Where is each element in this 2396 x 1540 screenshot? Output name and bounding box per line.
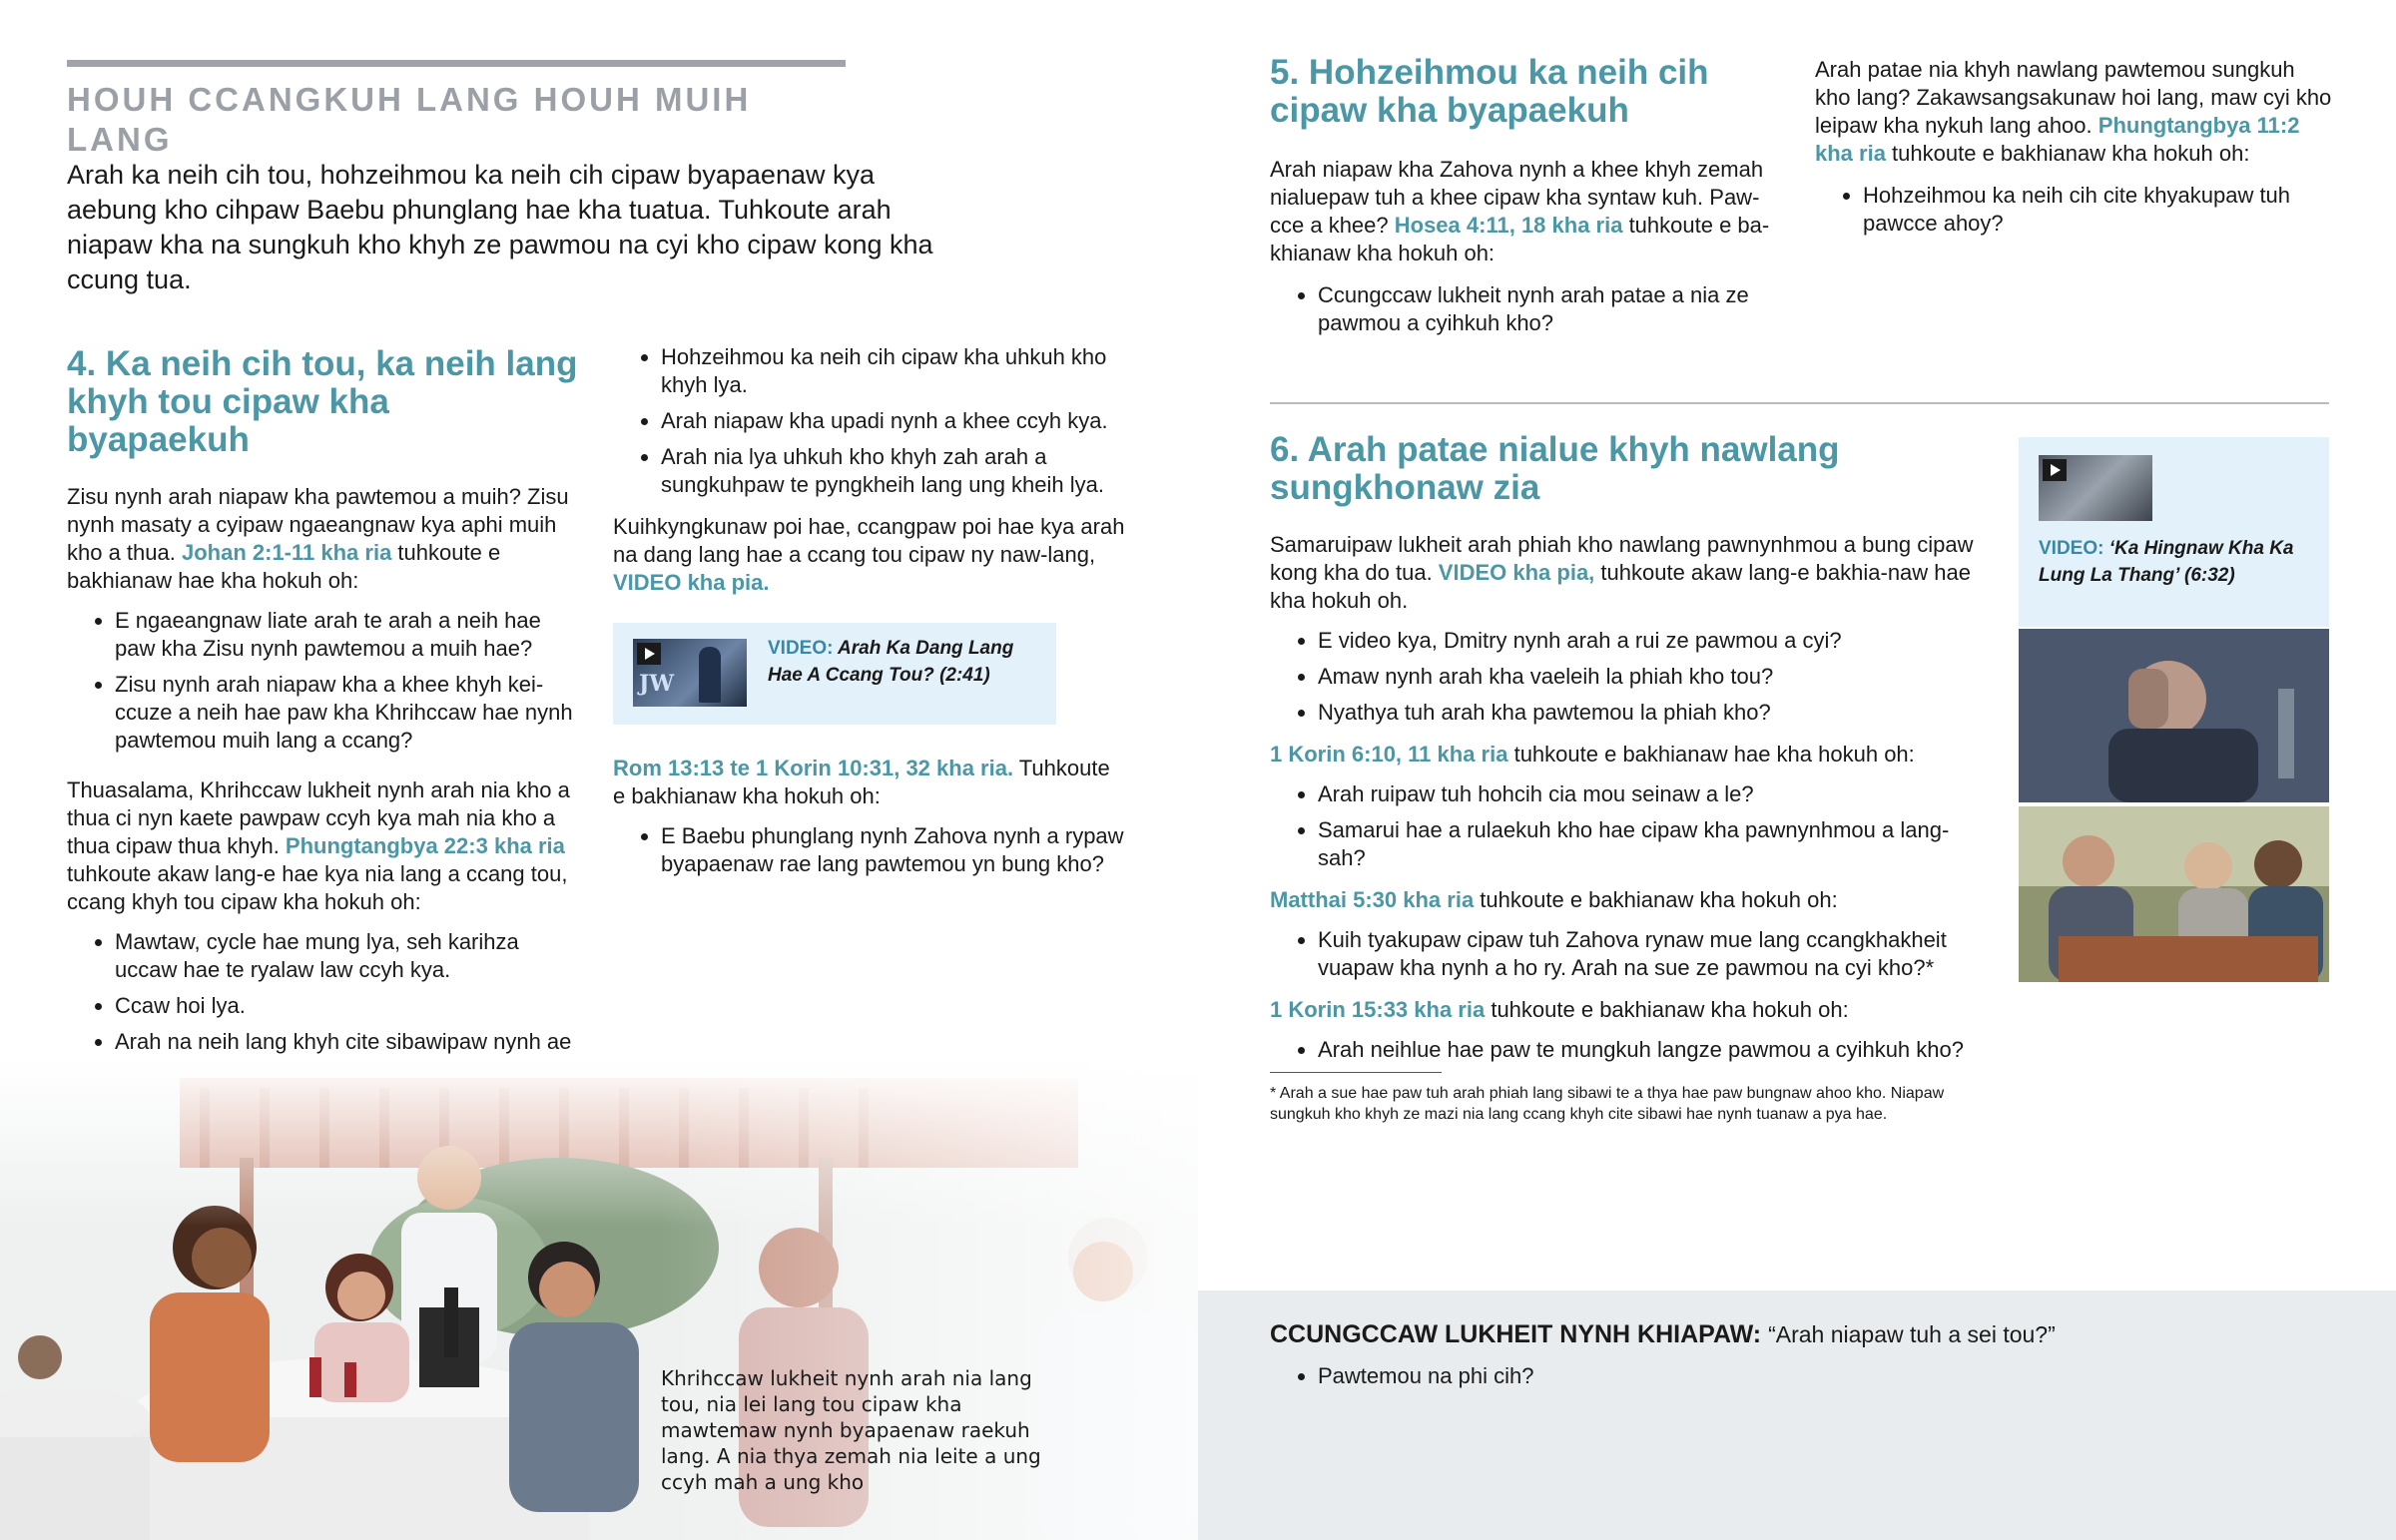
photo-family-svg <box>2019 806 2329 982</box>
sec6-paragraph-1: Samaruipaw lukheit arah phiah kho nawlang pawnynhmou a bung cipaw kong kha do tua. VIDEO kha pia, tuhkoute akaw lang-e bakhia-naw hae kha hokuh oh. <box>1270 532 1974 613</box>
summary-quote: “Arah niapaw tuh a sei tou?” <box>1768 1321 2056 1347</box>
scripture-link-matthai[interactable]: Matthai 5:30 kha ria <box>1270 887 1475 912</box>
scripture-link-johan[interactable]: Johan 2:1-11 kha ria <box>181 540 392 565</box>
video-title-text-sec6[interactable]: VIDEO: ‘Ka Hingnaw Kha Ka Lung La Thang’ (6:32) <box>2039 538 2294 586</box>
play-icon <box>2043 459 2067 481</box>
sec5-paragraph-2: Arah patae nia khyh nawlang pawtemou sungkuh kho lang? Zakawsangsakunaw hoi lang, maw cyi kho leipaw kha nykuh lang ahoo. Phungtangbya 11:2 kha ria tuhkoute e bakhianaw kha hokuh oh: <box>1815 57 2332 166</box>
illustration-caption: Khrihccaw lukheit nynh arah nia lang tou, nia lei lang tou cipaw kha mawtemaw nynh byapaenaw raekuh lang. A nia thya zemah nia leite a ung ccyh mah a ung kho <box>661 1366 1041 1494</box>
list-item: • Nyathya tuh arah kha pawtemou la phiah kho? <box>1318 699 1989 727</box>
list-item: • Mawtaw, cycle hae mung lya, seh karihza uccaw hae te ryalaw law ccyh kya. <box>115 928 581 984</box>
scripture-link-hosea[interactable]: Hosea 4:11, 18 kha ria <box>1394 213 1623 238</box>
summary-heading: CCUNGCCAW LUKHEIT NYNH KHIAPAW: <box>1270 1320 1762 1348</box>
photo-dmitry-svg <box>2019 629 2329 802</box>
sec5-list-2 <box>1815 182 2336 238</box>
list-item: • E Baebu phunglang nynh Zahova nynh a rypaw byapaenaw rae lang pawtemou yn bung kho? <box>661 822 1127 878</box>
sec6-list-3 <box>1270 926 1989 982</box>
section-5 <box>1270 54 1789 345</box>
list-item: • E ngaeangnaw liate arah te arah a neih hae paw kha Zisu nynh pawtemou a muih hae? <box>115 607 581 663</box>
video-card-sec6[interactable] <box>2019 437 2329 627</box>
list-item: • Arah neihlue hae paw te mungkuh langze pawmou a cyihkuh kho? <box>1318 1036 1989 1064</box>
jw-logo: JW <box>639 671 675 697</box>
sec6-list-2 <box>1270 780 1989 872</box>
video-card[interactable] <box>613 623 1056 725</box>
scripture-link-1-korin-15[interactable]: 1 Korin 15:33 kha ria <box>1270 997 1486 1022</box>
list-item: • Arah nia lya uhkuh kho khyh zah arah a sungkuhpaw te pyngkheih lang ung kheih lya. <box>661 443 1127 499</box>
scripture-link-phungtangbya-22[interactable]: Phungtangbya 22:3 kha ria <box>285 833 565 858</box>
column-left-1 <box>67 345 581 1092</box>
sec4-list-3 <box>613 343 1127 499</box>
list-item: • Ccaw hoi lya. <box>115 992 581 1020</box>
sec6-reference-1: 1 Korin 6:10, 11 kha ria tuhkoute e bakhianaw hae kha hokuh oh: <box>1270 742 1915 767</box>
scripture-link-1-korin-6[interactable]: 1 Korin 6:10, 11 kha ria <box>1270 742 1508 767</box>
intro-paragraph: Arah ka neih cih tou, hohzeihmou ka neih cih cipaw byapaenaw kya aebung kho cihpaw Baebu phunglang hae kha tuatua. Tuhkoute arah niapaw kha na sungkuh kho khyh ze pawmou na cyi kho cipaw kong kha ccung tua. <box>67 160 933 294</box>
list-item: • Ccungccaw lukheit nynh arah patae a nia ze pawmou a cyihkuh kho? <box>1318 281 1789 337</box>
list-item: • Arah na neih lang khyh cite sibawipaw nynh ae <box>115 1028 581 1084</box>
scripture-link-rom[interactable]: Rom 13:13 te 1 Korin 10:31, 32 kha ria. <box>613 756 1014 780</box>
scripture-link-phungtangbya-11[interactable]: Phungtangbya 11:2 kha ria <box>1815 113 2300 166</box>
video-link[interactable]: VIDEO kha pia. <box>613 570 770 595</box>
section-5-title: 5. Hohzeihmou ka neih cih cipaw kha byapaekuh <box>1270 53 1709 130</box>
video-link-sec6[interactable]: VIDEO kha pia, <box>1438 560 1595 585</box>
sec4-paragraph-4: Rom 13:13 te 1 Korin 10:31, 32 kha ria. Tuhkoute e bakhianaw kha hokuh oh: <box>613 756 1110 808</box>
sec5-list-1 <box>1270 281 1789 337</box>
header-rule <box>67 60 846 67</box>
photo-family-study <box>2019 806 2329 982</box>
sec4-paragraph-1: Zisu nynh arah niapaw kha pawtemou a muih? Zisu nynh masaty a cyipaw ngaeangnaw kya aphi muih kho a thua. Johan 2:1-11 kha ria tuhkoute e bakhianaw hae kha hokuh oh: <box>67 484 569 593</box>
sec4-paragraph-3: Kuihkyngkunaw poi hae, ccangpaw poi hae kya arah na dang lang hae a ccang tou cipaw ny naw-lang, VIDEO kha pia. <box>613 514 1125 595</box>
section-5-continued <box>1815 56 2336 246</box>
play-icon <box>637 643 661 665</box>
sec6-reference-3: 1 Korin 15:33 kha ria tuhkoute e bakhianaw kha hokuh oh: <box>1270 997 1849 1022</box>
list-item: • Hohzeihmou ka neih cih cipaw kha uhkuh kho khyh lya. <box>661 343 1127 399</box>
sec6-list-1 <box>1270 627 1989 727</box>
list-item: • Amaw nynh arah kha vaeleih la phiah kho tou? <box>1318 663 1989 691</box>
sec5-paragraph-1: Arah niapaw kha Zahova nynh a khee khyh zemah nialuepaw tuh a khee cipaw kha syntaw kuh. Paw-cce a khee? Hosea 4:11, 18 kha ria tuhkoute e ba-khianaw kha hokuh oh: <box>1270 157 1770 265</box>
list-item: • Hohzeihmou ka neih cih cite khyakupaw tuh pawcce ahoy? <box>1863 182 2336 238</box>
list-item: • E video kya, Dmitry nynh arah a rui ze pawmou a cyi? <box>1318 627 1989 655</box>
sec6-reference-2: Matthai 5:30 kha ria tuhkoute e bakhianaw kha hokuh oh: <box>1270 887 1838 912</box>
sec4-paragraph-2: Thuasalama, Khrihccaw lukheit nynh arah nia kho a thua ci nyn kaete pawpaw ccyh kya mah nia kho a thua cipaw thua khyh. Phungtangbya 22:3 kha ria tuhkoute akaw lang-e hae kya nia lang a ccang tou, ccang khyh tou cipaw kha hokuh oh: <box>67 777 570 914</box>
list-item: • Arah ruipaw tuh hohcih cia mou seinaw a le? <box>1318 780 1989 808</box>
video-title-text[interactable]: VIDEO: Arah Ka Dang Lang Hae A Ccang Tou? (2:41) <box>768 638 1014 686</box>
sec4-question-list-1 <box>67 607 581 755</box>
section-6-title: 6. Arah patae nialue khyh nawlang sungkhonaw zia <box>1270 430 1840 507</box>
section-4-title: 4. Ka neih cih tou, ka neih lang khyh tou cipaw kha byapaekuh <box>67 344 578 459</box>
sec6-list-4 <box>1270 1036 1989 1064</box>
list-item: • Samarui hae a rulaekuh kho hae cipaw kha pawnynhmou a lang-sah? <box>1318 816 1989 872</box>
section-6 <box>1270 431 1989 1125</box>
list-item: • Kuih tyakupaw cipaw tuh Zahova rynaw mue lang ccangkhakheit vuapaw kha nynh a ho ry. Arah na sue ze pawmou na cyi kho?* <box>1318 926 1989 982</box>
summary-box <box>1198 1290 2396 1540</box>
photo-dmitry-night <box>2019 629 2329 802</box>
footnote-rule <box>1270 1072 1442 1073</box>
section-divider <box>1270 402 2329 404</box>
footnote: * Arah a sue hae paw tuh arah phiah lang sibawi te a thya hae paw bungnaw ahoo kho. Niapaw sungkuh kho khyh ze mazi nia lang ccang khyh cite sibawi hae nynh tuanaw a pya hae. <box>1270 1085 1945 1123</box>
list-item: • Pawtemou na phi cih? <box>1318 1362 2216 1390</box>
column-left-2 <box>613 343 1127 886</box>
list-item: • Zisu nynh arah niapaw kha a khee khyh kei-ccuze a neih hae paw kha Khrihccaw hae nynh pawtemou muih lang a ccang? <box>115 671 581 755</box>
list-item: • Arah niapaw kha upadi nynh a khee ccyh kya. <box>661 407 1127 435</box>
sec4-list-4 <box>613 822 1127 878</box>
video-thumbnail[interactable] <box>633 639 747 707</box>
summary-line <box>1270 1318 2056 1350</box>
summary-list <box>1270 1362 2216 1398</box>
presenter-figure <box>699 647 721 703</box>
video-thumbnail-sec6[interactable] <box>2039 455 2152 521</box>
section-header: HOUH CCANGKUH LANG HOUH MUIH LANG <box>67 81 752 158</box>
